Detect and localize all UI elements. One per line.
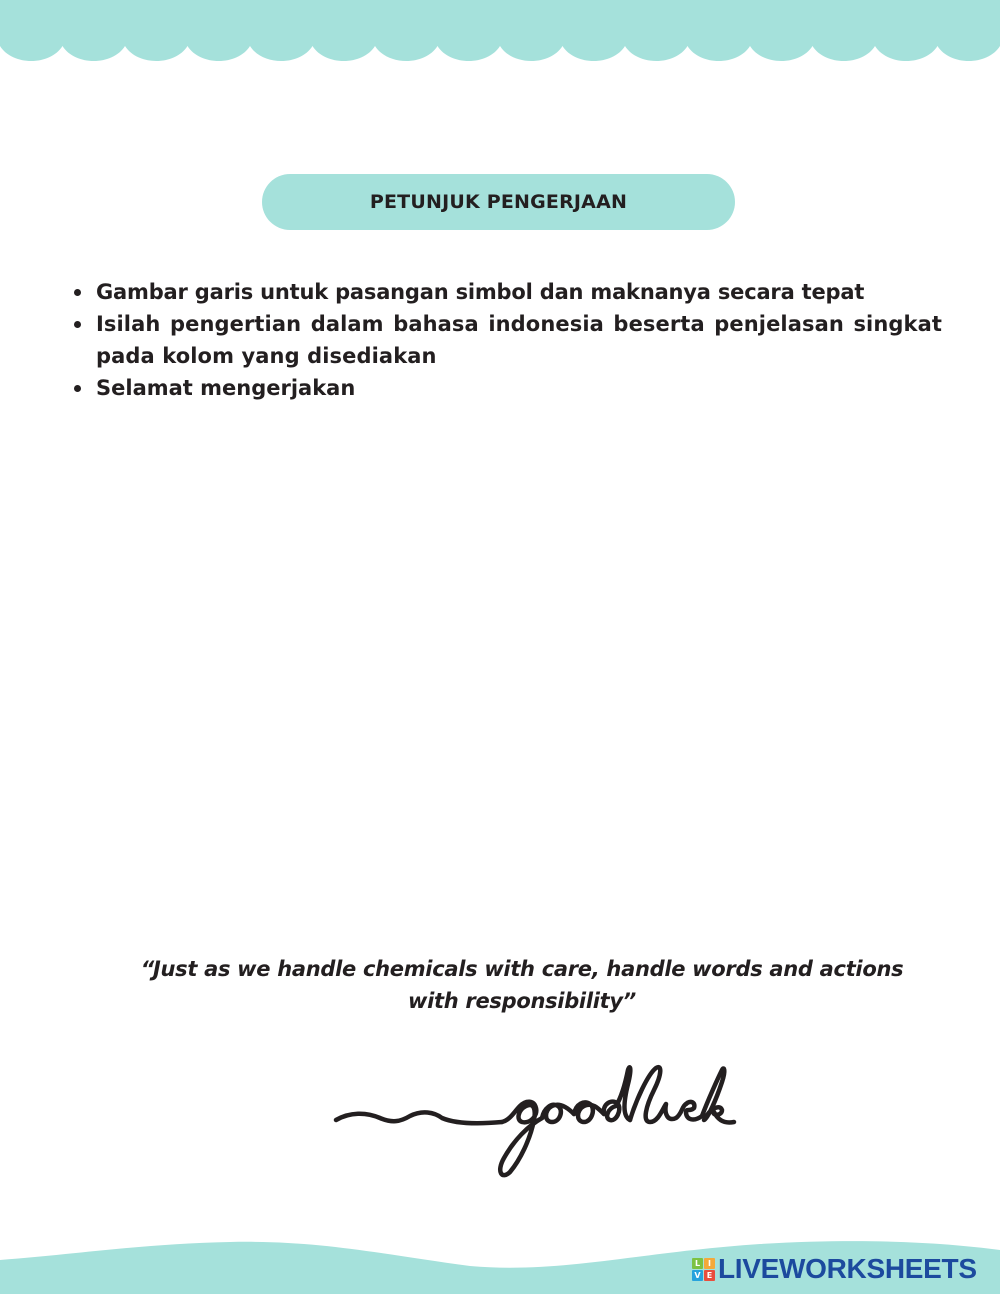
good-luck-signature (330, 1060, 740, 1185)
liveworksheets-logo-icon (692, 1258, 715, 1281)
logo-letter: L (692, 1258, 703, 1269)
logo-letter: V (692, 1270, 703, 1281)
top-wave-decoration (0, 0, 1000, 70)
heading-text: PETUNJUK PENGERJAAN (369, 191, 628, 213)
brand-name: LIVEWORKSHEETS (718, 1253, 977, 1284)
instruction-item: Selamat mengerjakan (96, 372, 942, 404)
instructions-list (96, 276, 942, 404)
logo-letter: E (704, 1270, 715, 1281)
liveworksheets-brand (692, 1254, 977, 1284)
logo-letter: I (704, 1258, 715, 1269)
instructions-heading (262, 174, 735, 230)
instruction-item: Isilah pengertian dalam bahasa indonesia beserta penjelasan singkat pada kolom yang disediakan (96, 308, 942, 372)
quote-text: “Just as we handle chemicals with care, handle words and actions with responsibility” (140, 957, 904, 1013)
instruction-item: Gambar garis untuk pasangan simbol dan maknanya secara tepat (96, 276, 942, 308)
